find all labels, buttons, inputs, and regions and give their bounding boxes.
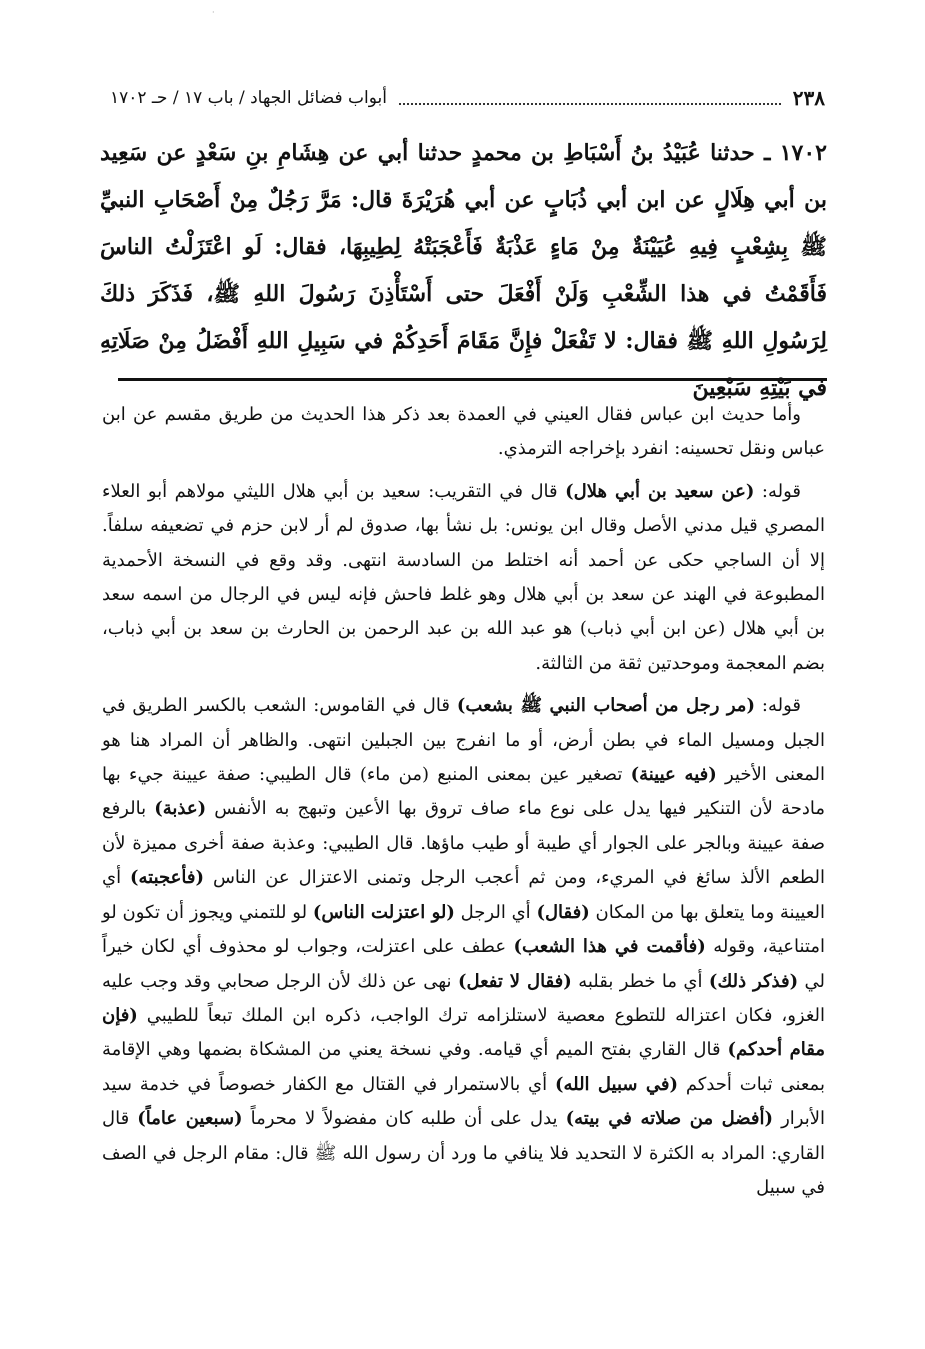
scan-speck: ·: [212, 8, 215, 17]
commentary-paragraph-3: [102, 689, 825, 1205]
commentary-quote: (فذكر ذلك): [708, 970, 799, 992]
commentary-intro: قوله:: [761, 480, 801, 502]
running-title: أبواب فضائل الجهاد / باب ١٧ / حـ ١٧٠٢: [110, 88, 387, 108]
commentary-quote: (فقال): [536, 901, 590, 923]
commentary-text: أي بالاستمرار في القتال مع الكفار خصوصاً في خدمة سيد الأبرار: [102, 1073, 826, 1130]
commentary-quote: (فيه عيينة): [630, 764, 717, 786]
commentary-text: تصغير عين بمعنى المنبع (من ماء) قال الطيبي: صفة عيينة جيء بها مادحة لأن التنكير فيها يدل على نوع ماء صاف تروق بها الأعين وتبهج به الأنفس: [102, 764, 825, 820]
commentary-text: عطف على اعتزلت، وجواب لو محذوف أي لكان خيراً لي: [102, 936, 825, 992]
commentary-text: أي ما خطر بقلبه: [578, 970, 703, 992]
commentary-text: وأما حديث ابن عباس فقال العيني في العمدة بعد ذكر هذا الحديث من طريق مقسم عن ابن عباس ونقل تحسينه: انفرد بإخراجه الترمذي.: [102, 404, 825, 460]
commentary-text: قال في التقريب: سعيد بن أبي هلال الليثي مولاهم أبو العلاء المصري قيل مدني الأصل وقال ابن يونس: بل نشأ بها، صدوق لم أر لابن حزم في تضعيفه سلفاً. إلا أن الساجي حكى عن أحمد أنه اختلط من السادسة انتهى. وقد وقع في النسخة الأحمدية المطبوعة في الهند عن سعد بن أبي هلال وهو غلط فاحش فإنه ليس في الرجال من اسمه سعد بن أبي هلال (عن ابن أبي ذباب) هو عبد الله بن عبد الرحمن بن الحارث بن سعد بن أبي ذباب، بضم المعجمة وموحدتين ثقة من الثالثة.: [102, 480, 825, 674]
commentary-text: قال القاري بفتح الميم أي قيامه. وفي نسخة يعني من المشكاة بضمها وهي الإقامة بمعنى ثبات أحدكم: [102, 1039, 825, 1095]
commentary-quote: (أفضل من صلاته في بيته): [565, 1108, 774, 1130]
commentary-text: أي الرجل: [460, 901, 531, 923]
commentary-text: يدل على أن طلبه كان مفضولاً لا محرماً: [250, 1108, 558, 1130]
section-divider: [118, 378, 827, 381]
commentary-quote: (لو اعتزلت الناس): [312, 901, 455, 923]
page-header: [110, 80, 825, 116]
hadith-number: ١٧٠٢: [779, 140, 827, 166]
commentary-text: أي العيينة وما يتعلق بها من المكان: [102, 867, 825, 923]
commentary-quote: (في سبيل الله): [554, 1073, 678, 1095]
commentary-block: [102, 398, 825, 1213]
commentary-text: لو للتمني ويجوز أن تكون لو امتناعية، وقوله: [102, 901, 825, 958]
commentary-quote: (فإن مقام أحدكم): [102, 1004, 825, 1061]
commentary-quote: (عذبة): [154, 798, 207, 820]
commentary-quote: (مر رجل من أصحاب النبي ﷺ بشعب): [456, 695, 755, 717]
page-number: ٢٣٨: [792, 86, 825, 110]
hadith-text-block: [100, 130, 827, 412]
commentary-text: نهى عن ذلك لأن الرجل صحابي وقد وجب عليه الغزو، فكان اعتزاله للتطوع معصية لاستلزامه ترك الواجب، ذكره ابن الملك تبعاً للطيبي: [102, 970, 825, 1026]
commentary-quote: (سبعين عاماً): [137, 1108, 243, 1130]
commentary-paragraph-2: [102, 475, 825, 681]
hadith-text: ـ حدثنا عُبَيْدُ بنُ أَسْبَاطِ بن محمدٍ حدثنا أبي عن هِشَامِ بنِ سَعْدٍ عن سَعِيد بن أبي هِلَالٍ عن ابن أبي ذُبَابٍ عن أبي هُرَيْرَةَ قال: مَرَّ رَجُلٌ مِنْ أَصْحَابِ النبيِّ ﷺ بِشِعْبٍ فِيهِ عُيَيْنَةٌ مِنْ مَاءٍ عَذْبَةٌ فَأَعْجَبَتْهُ لِطِيبِهَا، فقال: لَو اعْتَزَلْتُ الناسَ فَأَقَمْتُ في هذا الشِّعْبِ وَلَنْ أَفْعَلَ حتى أَسْتَأْذِنَ رَسُولَ اللهِ ﷺ، فَذَكَرَ ذلكَ لِرَسُولِ اللهِ ﷺ فقال: لا تَفْعَلْ فإِنَّ مَقَامَ أَحَدِكُمْ في سَبِيلِ اللهِ أَفْضَلُ مِنْ صَلَاتِهِ في بَيْتِهِ سَبْعِينَ: [100, 140, 827, 401]
commentary-text: قال في القاموس: الشعب بالكسر الطريق في الجبل ومسيل الماء في بطن أرض، أو ما انفرج بين الجبلين انتهى. والظاهر أن المراد هنا هو المعنى الأخير: [102, 695, 825, 786]
commentary-quote: (فأقمت في هذا الشعب): [513, 936, 706, 958]
header-dot-leader: [399, 91, 781, 105]
commentary-quote: (عن سعيد بن أبي هلال): [565, 480, 755, 502]
commentary-intro: قوله:: [761, 695, 801, 717]
commentary-quote: (فأعجبته): [130, 867, 205, 889]
commentary-text: قال القاري: المراد به الكثرة لا التحديد فلا ينافي ما ورد أن رسول الله ﷺ قال: مقام الرجل في الصف في سبيل: [102, 1108, 825, 1198]
commentary-paragraph-1: [102, 398, 825, 467]
commentary-text: بالرفع صفة عيينة وبالجر على الجوار أي طيبة أو طيب ماؤها. قال الطيبي: وعذبة صفة أخرى مميزة لأن الطعم الألذ سائغ في المريء، ومن ثم أعجب الرجل وتمنى الاعتزال عن الناس: [102, 798, 825, 889]
commentary-quote: (فقال لا تفعل): [457, 970, 572, 992]
